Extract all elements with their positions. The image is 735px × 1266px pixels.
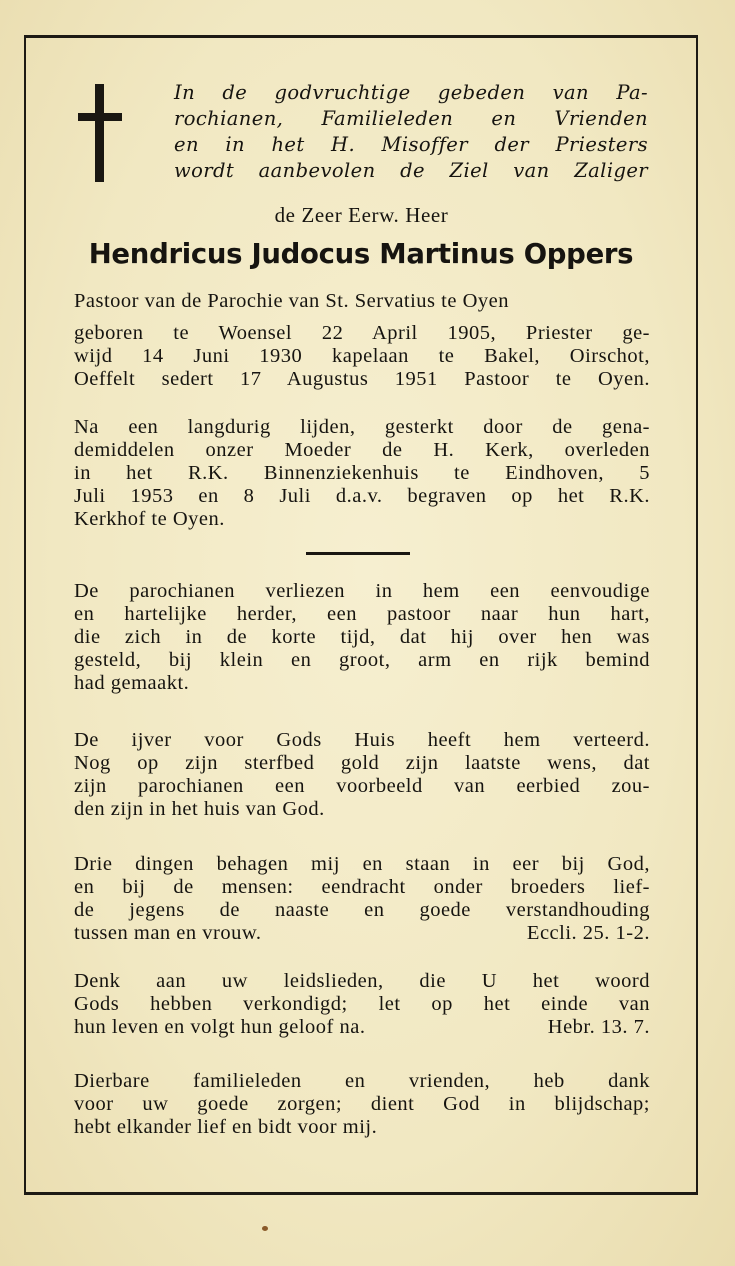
death-line: demiddelen onzer Moeder de H. Kerk, overleden (74, 439, 650, 461)
death-line: Kerkhof te Oyen. (74, 508, 225, 530)
scripture-reference: Eccli. 25. 1-2. (526, 922, 650, 944)
bio-line: Oeffelt sedert 17 Augustus 1951 Pastoor te Oyen. (74, 368, 650, 390)
paragraph-line: en hartelijke herder, een pastoor naar hun hart, (74, 603, 650, 625)
intro-text (174, 80, 648, 184)
print-speck (262, 1226, 268, 1231)
death-line: in het R.K. Binnenziekenhuis te Eindhoven, 5 (74, 462, 650, 484)
paragraph-line: den zijn in het huis van God. (74, 798, 325, 820)
paragraph-line: hun leven en volgt hun geloof na. (74, 1016, 366, 1038)
paragraph-line: de jegens de naaste en goede verstandhouding (74, 899, 650, 921)
paragraph-line: Drie dingen behagen mij en staan in eer bij God, (74, 853, 650, 875)
cross-icon (78, 84, 122, 182)
death-line: Na een langdurig lijden, gesterkt door de gena- (74, 416, 650, 438)
paragraph-line: had gemaakt. (74, 672, 190, 694)
paragraph-line: Gods hebben verkondigd; let op het einde van (74, 993, 650, 1015)
divider-line (306, 552, 410, 555)
paragraph-line: tussen man en vrouw. (74, 922, 262, 944)
biography (74, 322, 650, 391)
intro-line: In de godvruchtige gebeden van Pa- (174, 81, 648, 104)
paragraph-line: Dierbare familieleden en vrienden, heb dank (74, 1070, 650, 1092)
paragraph-line: De ijver voor Gods Huis heeft hem verteerd. (74, 729, 650, 751)
deceased-title (74, 290, 650, 313)
paragraph-zeal (74, 729, 650, 821)
paragraph-line: voor uw goede zorgen; dient God in blijdschap; (74, 1093, 650, 1115)
paragraph-line: die zich in de korte tijd, dat hij over hen was (74, 626, 650, 648)
honorific-text: de Zeer Eerw. Heer (274, 203, 449, 227)
scripture-reference: Hebr. 13. 7. (547, 1016, 650, 1038)
death-line: Juli 1953 en 8 Juli d.a.v. begraven op het R.K. (74, 485, 650, 507)
paragraph-line: zijn parochianen een voorbeeld van eerbied zou- (74, 775, 650, 797)
honorific (0, 203, 735, 228)
bio-line: geboren te Woensel 22 April 1905, Priester ge- (74, 322, 650, 344)
paragraph-line: De parochianen verliezen in hem een eenvoudige (74, 580, 650, 602)
paragraph-line: gesteld, bij klein en groot, arm en rijk bemind (74, 649, 650, 671)
paragraph-scripture-hebr (74, 970, 650, 1039)
paragraph-parishioners (74, 580, 650, 695)
paragraph-line: Nog op zijn sterfbed gold zijn laatste wens, dat (74, 752, 650, 774)
paragraph-line-with-reference (74, 922, 650, 945)
paragraph-farewell (74, 1070, 650, 1139)
paragraph-line: Denk aan uw leidslieden, die U het woord (74, 970, 650, 992)
death-notice (74, 416, 650, 531)
intro-line: wordt aanbevolen de Ziel van Zaliger (174, 159, 648, 182)
paragraph-line: hebt elkander lief en bidt voor mij. (74, 1116, 378, 1138)
intro-line: en in het H. Misoffer der Priesters (174, 133, 648, 156)
bio-line: wijd 14 Juni 1930 kapelaan te Bakel, Oirschot, (74, 345, 650, 367)
intro-line: rochianen, Familieleden en Vrienden (174, 107, 648, 130)
deceased-name: Hendricus Judocus Martinus Oppers (88, 238, 634, 270)
paragraph-line: en bij de mensen: eendracht onder broeders lief- (74, 876, 650, 898)
paragraph-scripture-eccli (74, 853, 650, 945)
title-line: Pastoor van de Parochie van St. Servatius te Oyen (74, 290, 509, 312)
paragraph-line-with-reference (74, 1016, 650, 1039)
card-border-bottom (24, 1192, 698, 1195)
